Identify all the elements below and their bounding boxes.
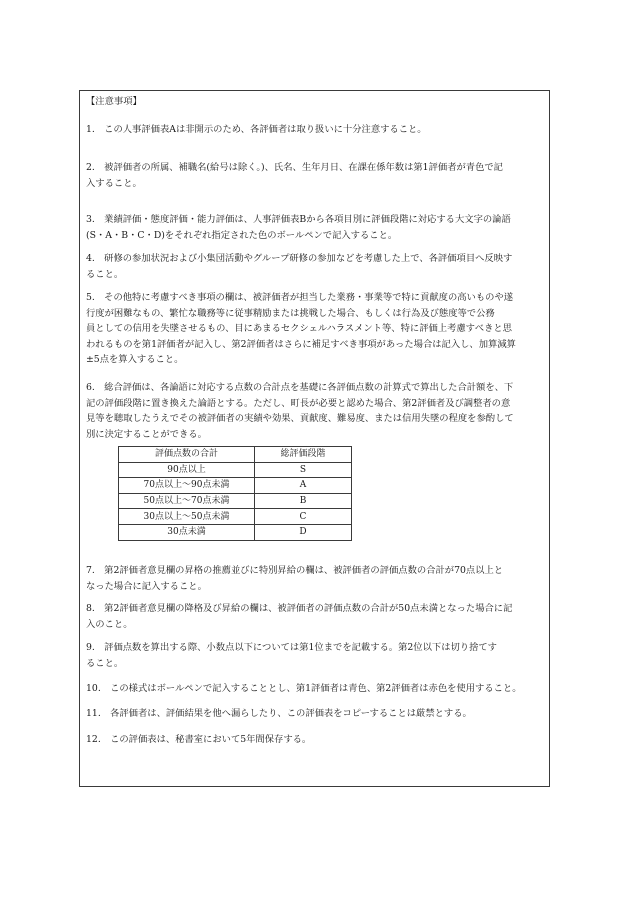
note-item-10 bbox=[86, 681, 544, 697]
table-cell-score: 50点以上～70点未満 bbox=[119, 493, 255, 509]
table-row bbox=[119, 524, 352, 540]
note-line: 12. この評価表は、秘書室において5年間保存する。 bbox=[86, 734, 312, 745]
note-line: ること。 bbox=[86, 268, 124, 280]
note-item-3 bbox=[86, 212, 544, 243]
note-item-6 bbox=[86, 380, 544, 442]
note-line: 11. 各評価者は、評価結果を他へ漏らしたり、この評価表をコピーすることは厳禁とする。 bbox=[86, 708, 472, 719]
table-row bbox=[119, 493, 352, 509]
table-cell-grade: C bbox=[255, 509, 352, 525]
note-line: 入のこと。 bbox=[86, 618, 133, 630]
note-line: 記の評価段階に置き換えた論語とする。ただし、町長が必要と認めた場合、第2評価者及び調整者の意 bbox=[86, 397, 511, 409]
notes-heading: 【注意事項】 bbox=[86, 96, 142, 107]
note-line: 別に決定することができる。 bbox=[86, 428, 207, 440]
table-cell-score: 30点以上～50点未満 bbox=[119, 509, 255, 525]
note-line: ること。 bbox=[86, 657, 124, 669]
table-cell-score: 30点未満 bbox=[119, 524, 255, 540]
note-line: 10. この様式はボールペンで記入することとし、第1評価者は青色、第2評価者は赤色を使用すること。 bbox=[86, 683, 522, 694]
note-line: ±5点を算入すること。 bbox=[86, 354, 184, 365]
note-line: 入すること。 bbox=[86, 177, 142, 189]
table-row bbox=[119, 462, 352, 478]
table-row bbox=[119, 509, 352, 525]
note-item-12 bbox=[86, 732, 544, 748]
table-cell-score: 90点以上 bbox=[119, 462, 255, 478]
note-line: われるものを第1評価者が記入し、第2評価者はさらに補足すべき事項があった場合は記入し、加算減算 bbox=[86, 338, 516, 350]
note-line: 4. 研修の参加状況および小集団活動やグループ研修の参加などを考慮した上で、各評価項目へ反映す bbox=[86, 253, 513, 264]
note-item-9 bbox=[86, 640, 544, 671]
note-item-1 bbox=[86, 122, 544, 138]
grade-table bbox=[118, 446, 352, 541]
table-cell-grade: D bbox=[255, 524, 352, 540]
note-item-8 bbox=[86, 601, 544, 632]
table-header-row bbox=[119, 447, 352, 463]
note-line: 員としての信用を失墜させるもの、目にあまるセクシェルハラスメント等、特に評価上考慮すべきと思 bbox=[86, 323, 512, 334]
note-line: 6. 総合評価は、各論語に対応する点数の合計点を基礎に各評価点数の計算式で算出した合計額を、下 bbox=[86, 382, 514, 393]
note-line: 2. 被評価者の所属、補職名(給号は除く。)、氏名、生年月日、在課在係年数は第1評価者が青色で記 bbox=[86, 162, 503, 173]
note-line: 9. 評価点数を算出する際、小数点以下については第1位までを記載する。第2位以下は切り捨てす bbox=[86, 642, 497, 653]
table-row bbox=[119, 478, 352, 494]
table-cell-grade: S bbox=[255, 462, 352, 478]
note-line: 5. その他特に考慮すべき事項の欄は、被評価者が担当した業務・事業等で特に貢献度の高いものや遂 bbox=[86, 292, 514, 303]
note-line: 1. この人事評価表Aは非開示のため、各評価者は取り扱いに十分注意すること。 bbox=[86, 124, 427, 135]
table-cell-score: 70点以上～90点未満 bbox=[119, 478, 255, 494]
table-header-grade: 総評価段階 bbox=[255, 447, 352, 463]
note-item-7 bbox=[86, 563, 544, 594]
note-line: 見等を聴取したうえでその被評価者の実績や効果、貢献度、難易度、または信用失墜の程度を参酌して bbox=[86, 413, 514, 424]
note-item-2 bbox=[86, 160, 544, 191]
table-header-score: 評価点数の合計 bbox=[119, 447, 255, 463]
note-line: 行度が困難なもの、繁忙な職務等に従事精励または挑戦した場合、もしくは行為及び態度等で公務 bbox=[86, 307, 495, 319]
note-line: 8. 第2評価者意見欄の降格及び昇給の欄は、被評価者の評価点数の合計が50点未満となった場合に記 bbox=[86, 603, 513, 614]
note-item-11 bbox=[86, 706, 544, 722]
note-line: 7. 第2評価者意見欄の昇格の推薦並びに特別昇給の欄は、被評価者の評価点数の合計が70点以上と bbox=[86, 565, 504, 576]
note-line: 3. 業績評価・態度評価・能力評価は、人事評価表Bから各項目別に評価段階に対応する大文字の論語 bbox=[86, 214, 511, 225]
note-line: なった場合に記入すること。 bbox=[86, 580, 207, 592]
table-cell-grade: B bbox=[255, 493, 352, 509]
note-line: (S・A・B・C・D)をそれぞれ指定された色のボールペンで記入すること。 bbox=[86, 229, 398, 241]
note-item-4 bbox=[86, 251, 544, 282]
note-item-5 bbox=[86, 290, 544, 368]
table-cell-grade: A bbox=[255, 478, 352, 494]
